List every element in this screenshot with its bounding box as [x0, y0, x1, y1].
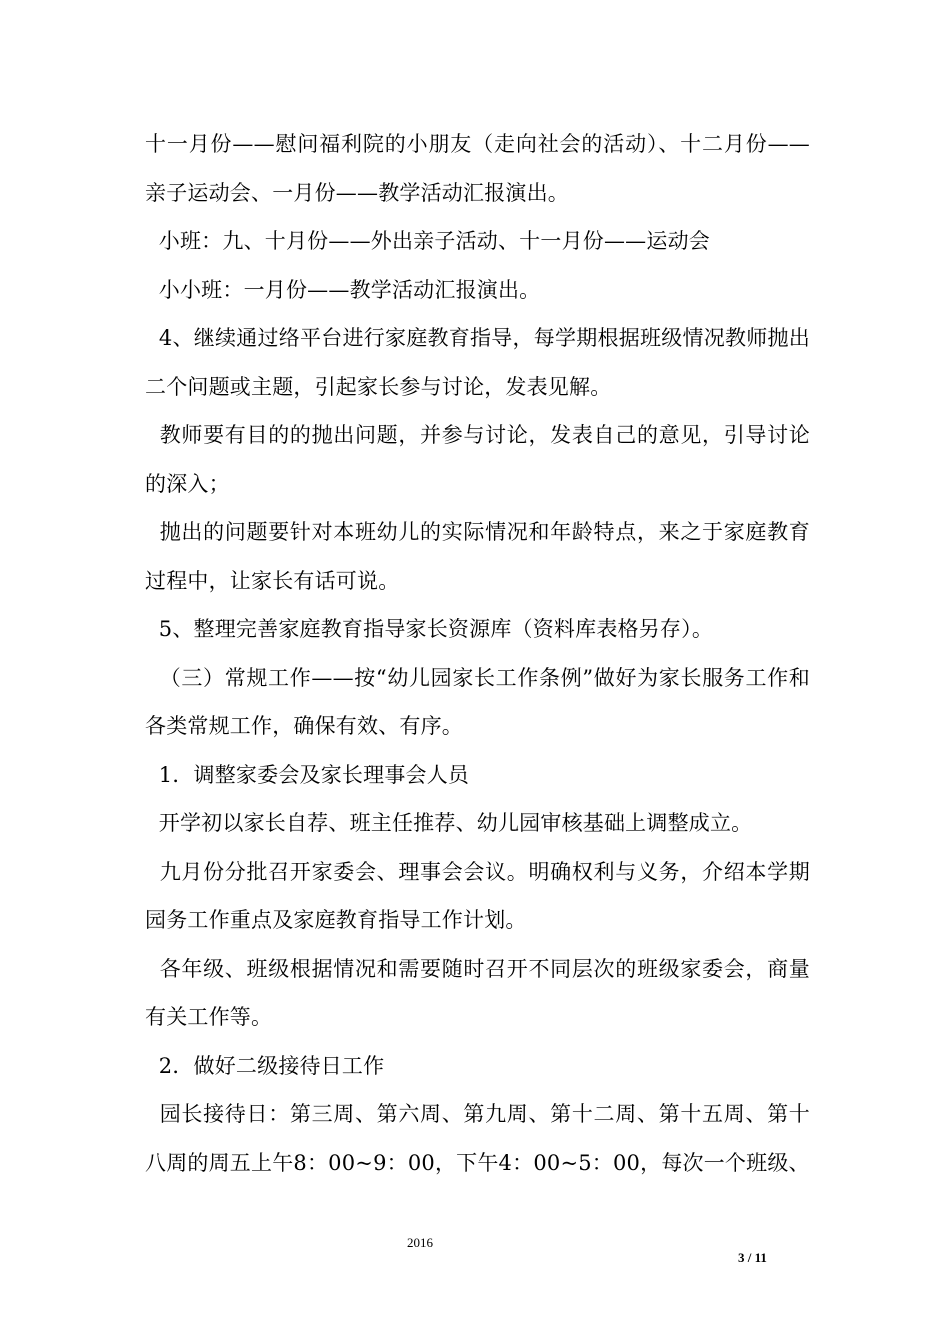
paragraph: 1．调整家委会及家长理事会人员: [145, 762, 470, 787]
paragraph: 教师要有目的的抛出问题，并参与讨论，发表自己的意见，引导讨论的深入；: [145, 423, 810, 496]
paragraph: 九月份分批召开家委会、理事会会议。明确权利与义务，介绍本学期园务工作重点及家庭教育指导工作计划。: [145, 859, 810, 932]
paragraph: （三）常规工作——按“幼儿园家长工作条例”做好为家长服务工作和各类常规工作，确保有效、有序。: [145, 665, 810, 738]
paragraph: 2．做好二级接待日工作: [145, 1053, 385, 1078]
document-body: [145, 120, 810, 1187]
paragraph: 园长接待日：第三周、第六周、第九周、第十二周、第十五周、第十八周的周五上午8：00~9：00，下午4：00~5：00，每次一个班级、: [145, 1102, 810, 1175]
paragraph: 小小班：一月份——教学活动汇报演出。: [145, 277, 541, 302]
footer-year: 2016: [407, 1235, 433, 1250]
paragraph: 抛出的问题要针对本班幼儿的实际情况和年龄特点，来之于家庭教育过程中，让家长有话可说。: [145, 520, 810, 593]
paragraph: 各年级、班级根据情况和需要随时召开不同层次的班级家委会，商量有关工作等。: [145, 956, 810, 1029]
page-number: 3 / 11: [738, 1250, 767, 1265]
paragraph: 5、整理完善家庭教育指导家长资源库（资料库表格另存）。: [145, 617, 714, 641]
paragraph: 小班：九、十月份——外出亲子活动、十一月份——运动会: [145, 229, 710, 253]
paragraph: 4、继续通过络平台进行家庭教育指导，每学期根据班级情况教师抛出二个问题或主题，引起家长参与讨论，发表见解。: [145, 326, 810, 399]
paragraph: 十一月份——慰问福利院的小朋友（走向社会的活动）、十二月份——亲子运动会、一月份——教学活动汇报演出。: [145, 132, 810, 205]
paragraph: 开学初以家长自荐、班主任推荐、幼儿园审核基础上调整成立。: [145, 811, 753, 835]
